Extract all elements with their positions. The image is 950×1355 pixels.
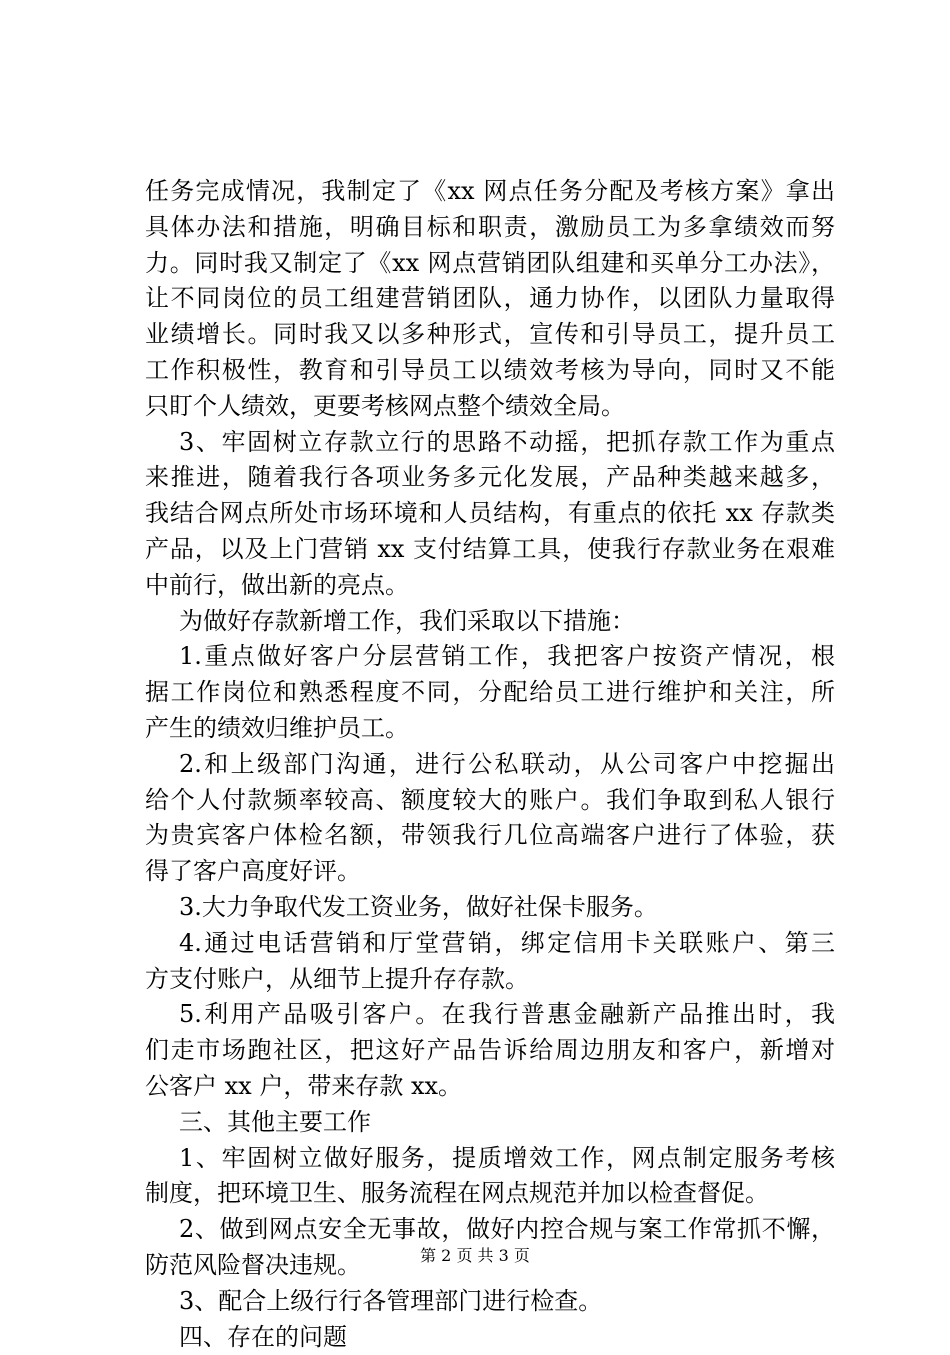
text-line: 来推进，随着我行各项业务多元化发展，产品种类越来越多， (145, 460, 835, 496)
text-line: 公客户 xx 户，带来存款 xx。 (145, 1069, 835, 1105)
text-line: 业绩增长。同时我又以多种形式，宣传和引导员工，提升员工 (145, 317, 835, 353)
text-line: 方支付账户，从细节上提升存存款。 (145, 962, 835, 998)
text-line: 给个人付款频率较高、额度较大的账户。我们争取到私人银行 (145, 783, 835, 819)
text-line: 产品，以及上门营销 xx 支付结算工具，使我行存款业务在艰难 (145, 532, 835, 568)
text-line: 为做好存款新增工作，我们采取以下措施： (145, 604, 835, 640)
section-heading: 四、存在的问题 (145, 1320, 835, 1355)
text-line: 工作积极性，教育和引导员工以绩效考核为导向，同时又不能 (145, 353, 835, 389)
text-line: 只盯个人绩效，更要考核网点整个绩效全局。 (145, 389, 835, 425)
text-line: 为贵宾客户体检名额，带领我行几位高端客户进行了体验，获 (145, 818, 835, 854)
text-line: 力。同时我又制定了《xx 网点营销团队组建和买单分工办法》， (145, 246, 835, 282)
text-line: 1.重点做好客户分层营销工作，我把客户按资产情况，根 (145, 639, 835, 675)
document-body (145, 174, 835, 1355)
text-line: 们走市场跑社区，把这好产品告诉给周边朋友和客户，新增对 (145, 1033, 835, 1069)
text-line: 制度，把环境卫生、服务流程在网点规范并加以检查督促。 (145, 1176, 835, 1212)
text-line: 2.和上级部门沟通，进行公私联动，从公司客户中挖掘出 (145, 747, 835, 783)
text-line: 4.通过电话营销和厅堂营销，绑定信用卡关联账户、第三 (145, 926, 835, 962)
text-line: 得了客户高度好评。 (145, 854, 835, 890)
text-line: 具体办法和措施，明确目标和职责，激励员工为多拿绩效而努 (145, 210, 835, 246)
page-footer: 第 2 页 共 3 页 (0, 1244, 950, 1268)
text-line: 3、牢固树立存款立行的思路不动摇，把抓存款工作为重点 (145, 425, 835, 461)
text-line: 3、配合上级行行各管理部门进行检查。 (145, 1284, 835, 1320)
text-line: 产生的绩效归维护员工。 (145, 711, 835, 747)
text-line: 我结合网点所处市场环境和人员结构，有重点的依托 xx 存款类 (145, 496, 835, 532)
text-line: 中前行，做出新的亮点。 (145, 568, 835, 604)
text-line: 任务完成情况，我制定了《xx 网点任务分配及考核方案》拿出 (145, 174, 835, 210)
text-line: 1、牢固树立做好服务，提质增效工作，网点制定服务考核 (145, 1141, 835, 1177)
text-line: 防范风险督决违规。 (145, 1248, 835, 1284)
text-line: 2、做到网点安全无事故，做好内控合规与案工作常抓不懈， (145, 1212, 835, 1248)
section-heading: 三、其他主要工作 (145, 1105, 835, 1141)
text-line: 让不同岗位的员工组建营销团队，通力协作，以团队力量取得 (145, 281, 835, 317)
text-line: 5.利用产品吸引客户。在我行普惠金融新产品推出时，我 (145, 997, 835, 1033)
text-line: 据工作岗位和熟悉程度不同，分配给员工进行维护和关注，所 (145, 675, 835, 711)
text-line: 3.大力争取代发工资业务，做好社保卡服务。 (145, 890, 835, 926)
